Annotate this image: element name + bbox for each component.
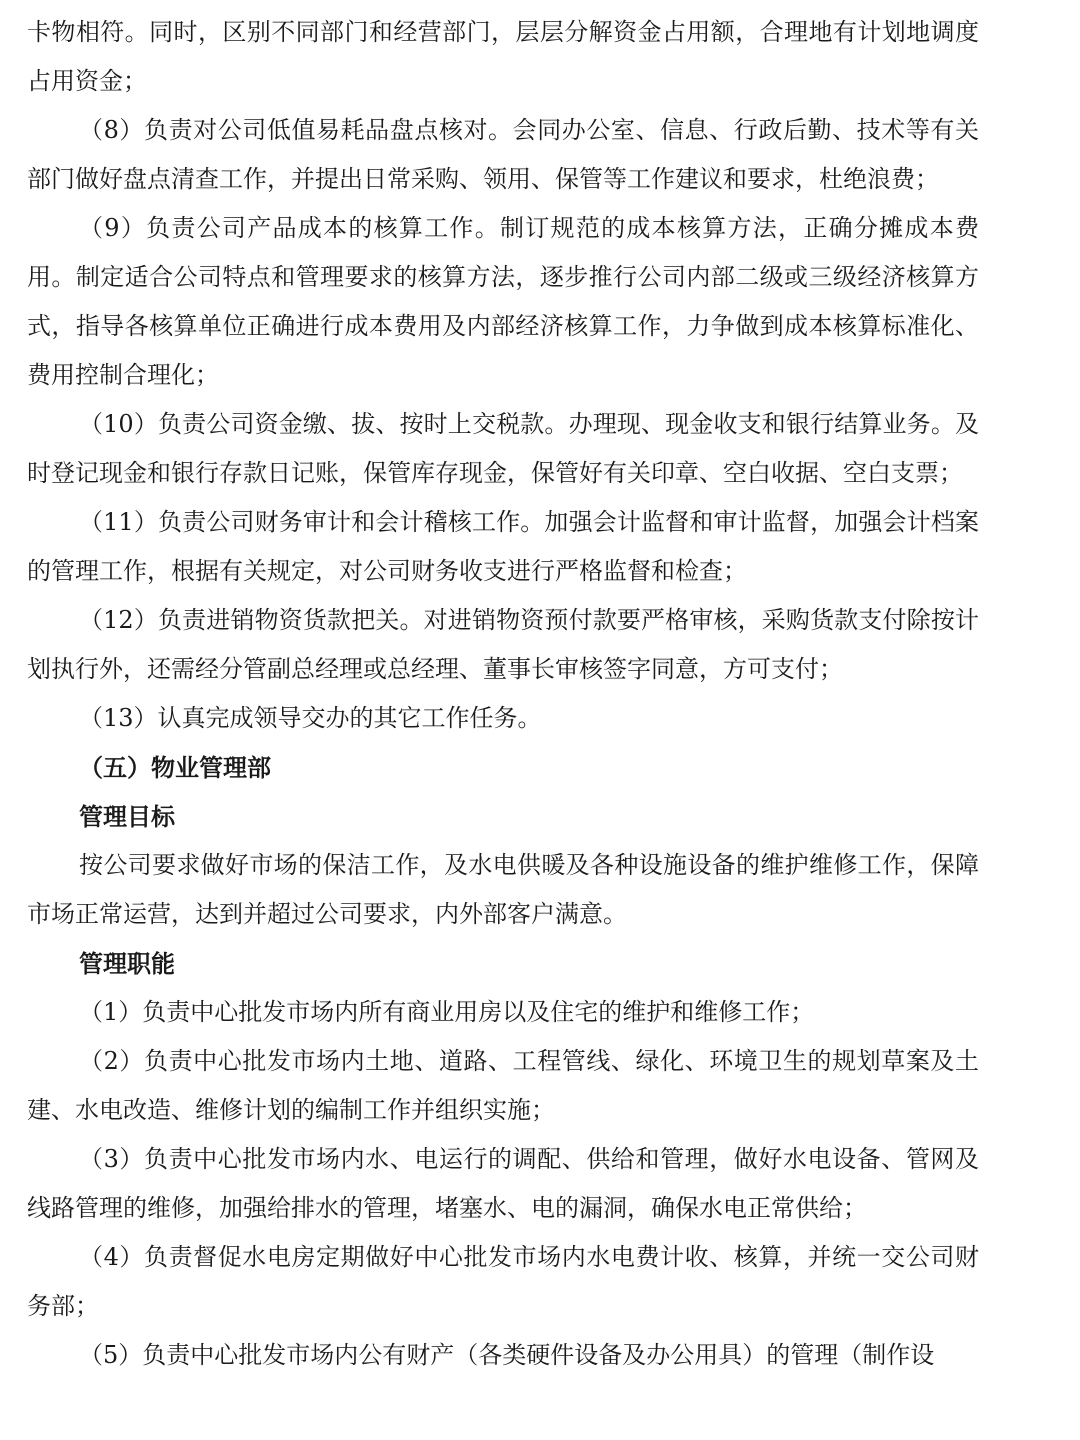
document-body	[27, 8, 979, 1380]
paragraph-function-3: （3）负责中心批发市场内水、电运行的调配、供给和管理，做好水电设备、管网及线路管理的维修，加强给排水的管理，堵塞水、电的漏洞，确保水电正常供给；	[27, 1145, 979, 1222]
paragraph-item-12: （12）负责进销物资货款把关。对进销物资预付款要严格审核，采购货款支付除按计划执行外，还需经分管副总经理或总经理、董事长审核签字同意，方可支付；	[27, 606, 979, 683]
paragraph-continuation: 卡物相符。同时，区别不同部门和经营部门，层层分解资金占用额，合理地有计划地调度占用资金；	[27, 18, 979, 95]
paragraph-item-13: （13）认真完成领导交办的其它工作任务。	[79, 704, 542, 732]
paragraph-function-1: （1）负责中心批发市场内所有商业用房以及住宅的维护和维修工作；	[79, 998, 815, 1026]
paragraph-goals: 按公司要求做好市场的保洁工作，及水电供暖及各种设施设备的维护维修工作，保障市场正常运营，达到并超过公司要求，内外部客户满意。	[27, 851, 979, 928]
paragraph-item-10: （10）负责公司资金缴、拔、按时上交税款。办理现、现金收支和银行结算业务。及时登记现金和银行存款日记账，保管库存现金，保管好有关印章、空白收据、空白支票；	[27, 410, 979, 487]
subheading-functions: 管理职能	[79, 949, 175, 978]
subheading-goals: 管理目标	[79, 802, 175, 831]
section-heading: （五）物业管理部	[79, 753, 271, 782]
paragraph-item-9: （9）负责公司产品成本的核算工作。制订规范的成本核算方法，正确分摊成本费用。制定适合公司特点和管理要求的核算方法，逐步推行公司内部二级或三级经济核算方式，指导各核算单位正确进行成本费用及内部经济核算工作，力争做到成本核算标准化、费用控制合理化；	[27, 214, 979, 389]
paragraph-item-11: （11）负责公司财务审计和会计稽核工作。加强会计监督和审计监督，加强会计档案的管理工作，根据有关规定，对公司财务收支进行严格监督和检查；	[27, 508, 979, 585]
paragraph-function-4: （4）负责督促水电房定期做好中心批发市场内水电费计收、核算，并统一交公司财务部；	[27, 1243, 979, 1320]
paragraph-function-2: （2）负责中心批发市场内土地、道路、工程管线、绿化、环境卫生的规划草案及土建、水电改造、维修计划的编制工作并组织实施；	[27, 1047, 979, 1124]
paragraph-function-5: （5）负责中心批发市场内公有财产（各类硬件设备及办公用具）的管理（制作设	[79, 1341, 935, 1369]
paragraph-item-8: （8）负责对公司低值易耗品盘点核对。会同办公室、信息、行政后勤、技术等有关部门做好盘点清查工作，并提出日常采购、领用、保管等工作建议和要求，杜绝浪费；	[27, 116, 979, 193]
